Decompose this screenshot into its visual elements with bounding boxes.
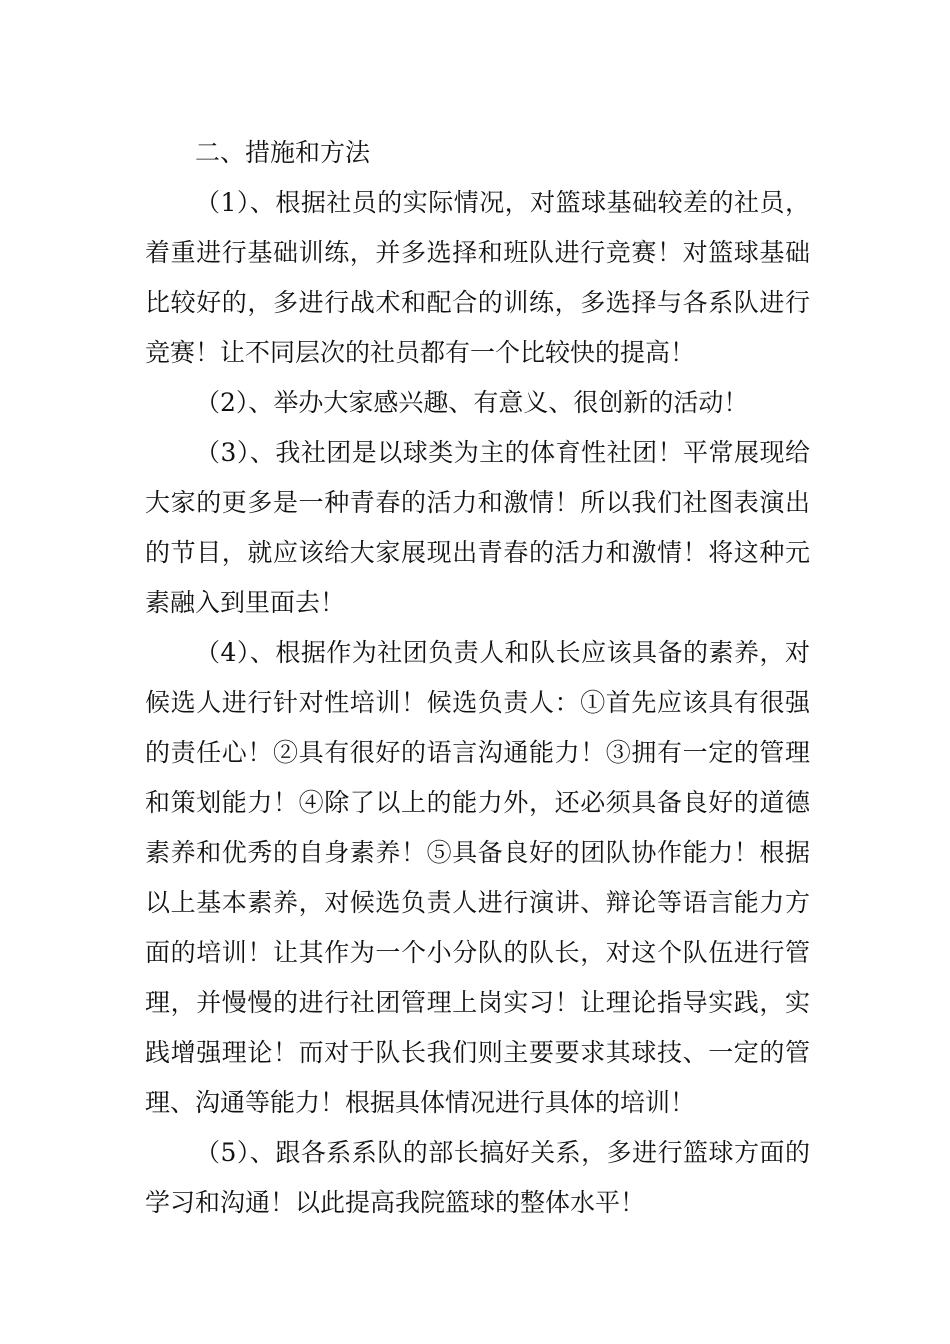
document-page <box>145 128 810 1228</box>
paragraph-4: （4）、根据作为社团负责人和队长应该具备的素养，对候选人进行针对性培训！候选负责人：①首先应该具有很强的责任心！②具有很好的语言沟通能力！③拥有一定的管理和策划能力！④除了以上的能力外，还必须具备良好的道德素养和优秀的自身素养！⑤具备良好的团队协作能力！根据以上基本素养，对候选负责人进行演讲、辩论等语言能力方面的培训！让其作为一个小分队的队长，对这个队伍进行管理，并慢慢的进行社团管理上岗实习！让理论指导实践，实践增强理论！而对于队长我们则主要要求其球技、一定的管理、沟通等能力！根据具体情况进行具体的培训！ <box>145 638 810 1117</box>
paragraph-3: （3）、我社团是以球类为主的体育性社团！平常展现给大家的更多是一种青春的活力和激情！所以我们社图表演出的节目，就应该给大家展现出青春的活力和激情！将这种元素融入到里面去！ <box>145 438 810 617</box>
paragraph-1: （1）、根据社员的实际情况，对篮球基础较差的社员，着重进行基础训练，并多选择和班队进行竞赛！对篮球基础比较好的，多进行战术和配合的训练，多选择与各系队进行竞赛！让不同层次的社员都有一个比较快的提高！ <box>145 188 810 367</box>
section-heading: 二、措施和方法 <box>195 138 371 167</box>
paragraph-2: （2）、举办大家感兴趣、有意义、很创新的活动！ <box>195 388 749 417</box>
paragraph-5: （5）、跟各系系队的部长搞好关系，多进行篮球方面的学习和沟通！以此提高我院篮球的整体水平！ <box>145 1138 810 1217</box>
